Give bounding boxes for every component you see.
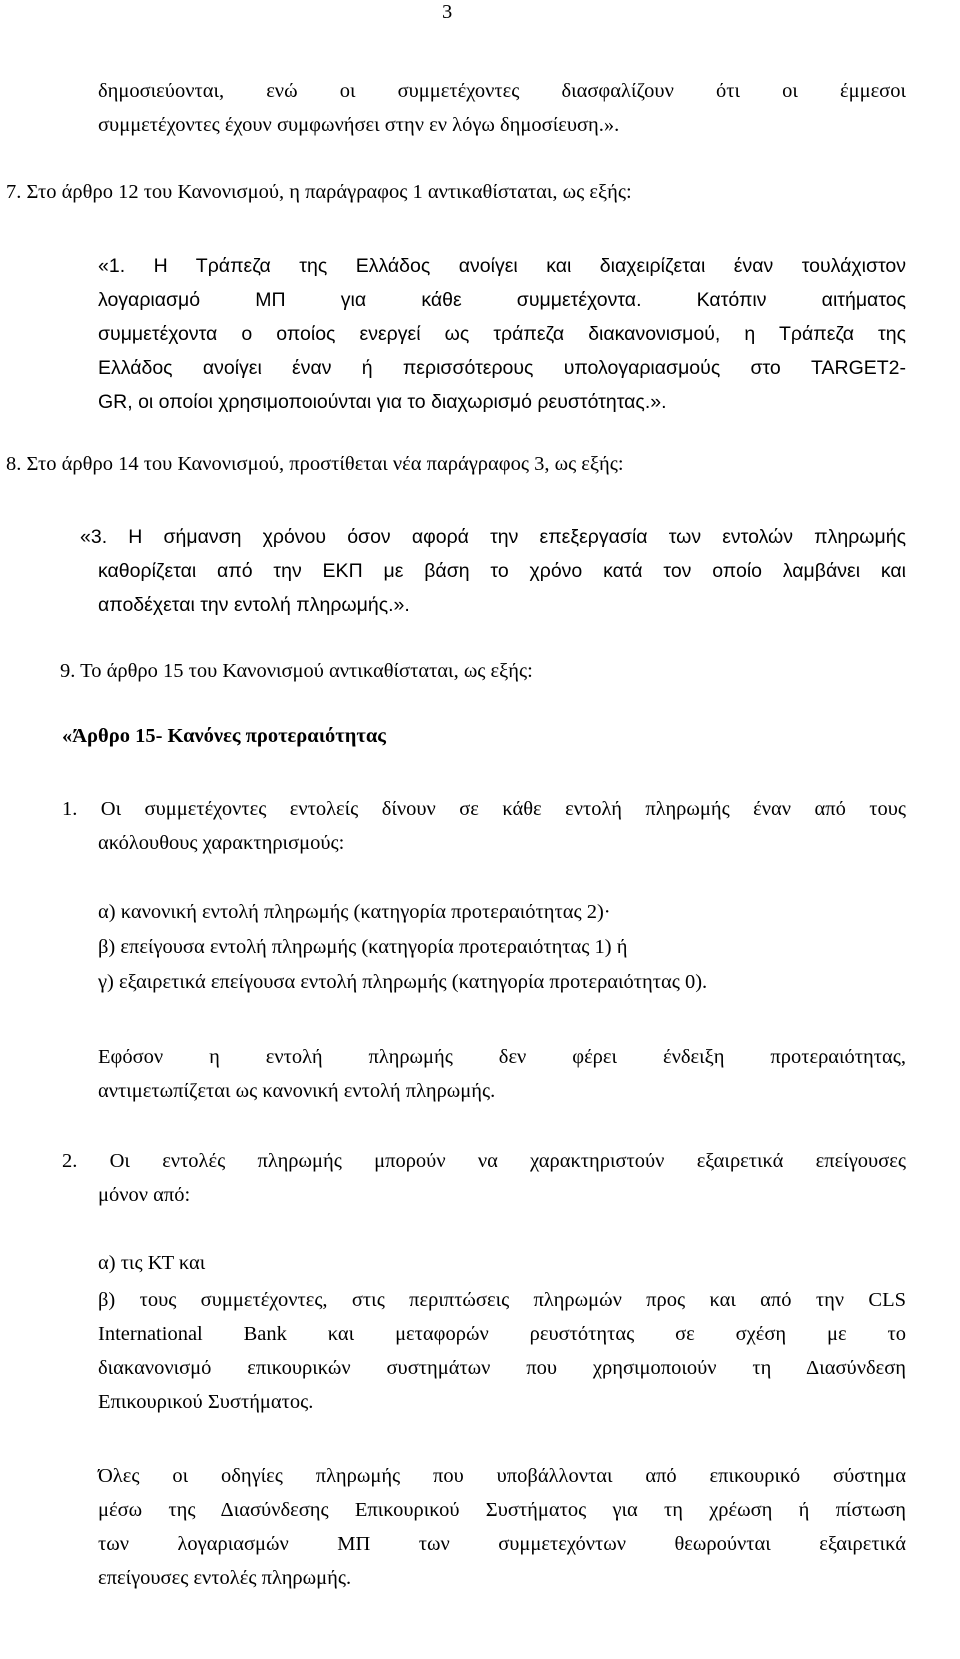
item-7-line-5: GR, οι οποίοι χρησιμοποιούνται για το διαχωρισμό ρευστότητας.». (98, 391, 667, 413)
item-8-line-2: καθορίζεται από την ΕΚΠ με βάση το χρόνο κατά τον οποίο λαμβάνει και (98, 560, 906, 582)
intro-line-2: συμμετέχοντες έχουν συμφωνήσει στην εν λόγω δημοσίευση.». (98, 114, 620, 136)
item-7-heading: 7. Στο άρθρο 12 του Κανονισμού, η παράγραφος 1 αντικαθίσταται, ως εξής: (6, 181, 632, 203)
sub-item-b-line-4: Επικουρικού Συστήματος. (98, 1391, 314, 1413)
item-8-line-1: «3. Η σήμανση χρόνου όσον αφορά την επεξεργασία των εντολών πληρωμής (80, 526, 906, 548)
article-15-title: «Άρθρο 15- Κανόνες προτεραιότητας (62, 725, 386, 747)
article-15-p1-line-1: 1. Οι συμμετέχοντες εντολείς δίνουν σε κάθε εντολή πληρωμής έναν από τους (62, 798, 906, 820)
item-8-line-3: αποδέχεται την εντολή πληρωμής.». (98, 594, 410, 616)
default-priority-line-2: αντιμετωπίζεται ως κανονική εντολή πληρωμής. (98, 1080, 496, 1102)
article-15-p1-line-2: ακόλουθους χαρακτηρισμούς: (98, 832, 345, 854)
sub-item-a: α) τις ΚΤ και (98, 1252, 206, 1274)
page-number: 3 (442, 1, 453, 23)
final-paragraph-line-3: των λογαριασμών ΜΠ των συμμετεχόντων θεωρούνται εξαιρετικά (98, 1533, 906, 1555)
item-7-line-2: λογαριασμό ΜΠ για κάθε συμμετέχοντα. Κατόπιν αιτήματος (98, 289, 906, 311)
item-8-heading: 8. Στο άρθρο 14 του Κανονισμού, προστίθεται νέα παράγραφος 3, ως εξής: (6, 453, 624, 475)
intro-line-1: δημοσιεύονται, ενώ οι συμμετέχοντες διασφαλίζουν ότι οι έμμεσοι (98, 80, 906, 102)
item-7-line-1: «1. Η Τράπεζα της Ελλάδος ανοίγει και διαχειρίζεται έναν τουλάχιστον (98, 255, 906, 277)
item-7-line-4: Ελλάδος ανοίγει έναν ή περισσότερους υπολογαριασμούς στο TARGET2- (98, 357, 906, 379)
list-item-a: α) κανονική εντολή πληρωμής (κατηγορία προτεραιότητας 2)· (98, 901, 611, 923)
list-item-b: β) επείγουσα εντολή πληρωμής (κατηγορία προτεραιότητας 1) ή (98, 936, 628, 958)
item-7-line-3: συμμετέχοντα ο οποίος ενεργεί ως τράπεζα διακανονισμού, η Τράπεζα της (98, 323, 906, 345)
sub-item-b-line-3: διακανονισμό επικουρικών συστημάτων που χρησιμοποιούν τη Διασύνδεση (98, 1357, 906, 1379)
default-priority-line-1: Εφόσον η εντολή πληρωμής δεν φέρει ένδειξη προτεραιότητας, (98, 1046, 906, 1068)
list-item-c: γ) εξαιρετικά επείγουσα εντολή πληρωμής (κατηγορία προτεραιότητας 0). (98, 971, 708, 993)
article-15-p2-line-1: 2. Οι εντολές πληρωμής μπορούν να χαρακτηριστούν εξαιρετικά επείγουσες (62, 1150, 906, 1172)
final-paragraph-line-1: Όλες οι οδηγίες πληρωμής που υποβάλλονται από επικουρικό σύστημα (98, 1465, 906, 1487)
item-9-heading: 9. Το άρθρο 15 του Κανονισμού αντικαθίσταται, ως εξής: (60, 660, 533, 682)
sub-item-b-line-2: International Bank και μεταφορών ρευστότητας σε σχέση με το (98, 1323, 906, 1345)
article-15-p2-line-2: μόνον από: (98, 1184, 191, 1206)
sub-item-b-line-1: β) τους συμμετέχοντες, στις περιπτώσεις πληρωμών προς και από την CLS (98, 1289, 906, 1311)
final-paragraph-line-4: επείγουσες εντολές πληρωμής. (98, 1567, 352, 1589)
final-paragraph-line-2: μέσω της Διασύνδεσης Επικουρικού Συστήματος για τη χρέωση ή πίστωση (98, 1499, 906, 1521)
